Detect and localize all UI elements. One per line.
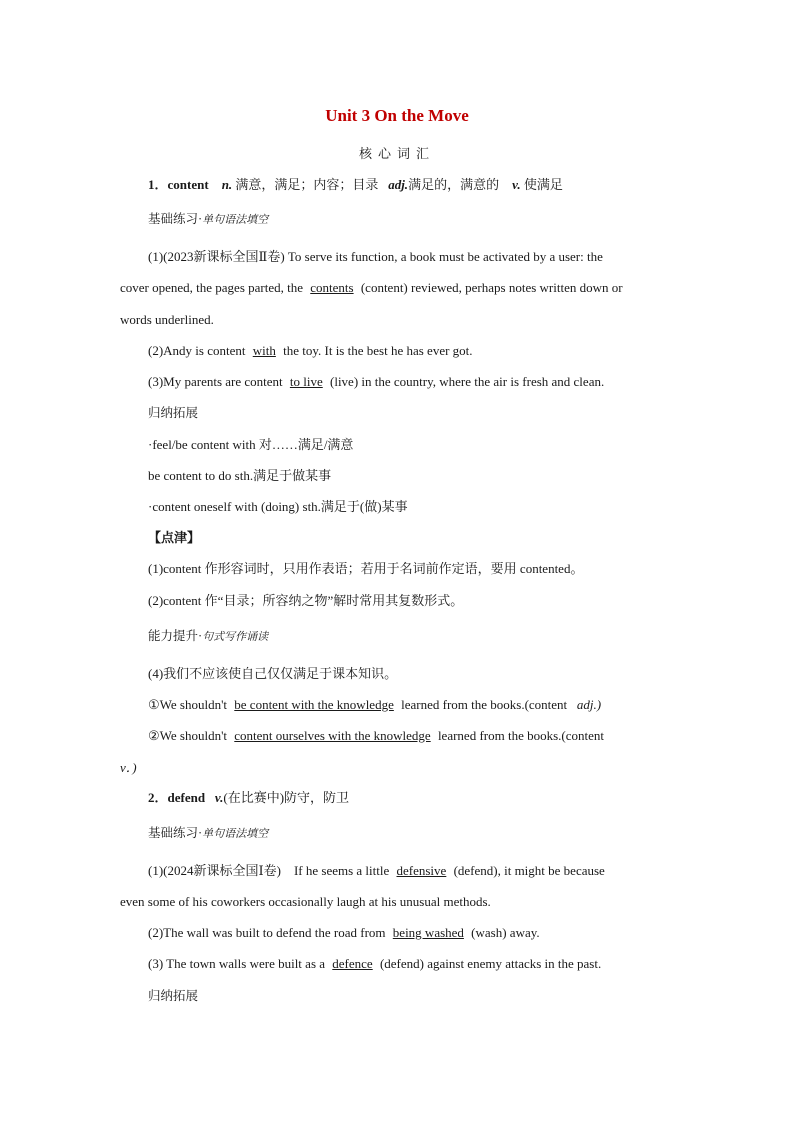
- exercise-2: [148, 341, 704, 361]
- answer-blank: be content with the knowledge: [234, 697, 394, 712]
- tip-1: (1)content 作形容词时，只用作表语；若用于名词前作定语，要用 contented。: [148, 561, 584, 576]
- exercise-4a: [148, 695, 704, 715]
- label-text: 基础练习·: [148, 212, 203, 226]
- basic-practice-label: [148, 209, 704, 230]
- exercise-1-line-3: words underlined.: [120, 312, 214, 327]
- exercise-2-1-line-1: [148, 861, 704, 881]
- pos-noun: n.: [221, 177, 233, 192]
- pos-verb: v.: [512, 177, 521, 192]
- entry-1-headword: [148, 175, 704, 195]
- text: (wash) away.: [471, 925, 540, 940]
- tip-label: 【点津】: [148, 530, 201, 545]
- text: (live) in the country, where the air is fresh and clean.: [330, 374, 605, 389]
- answer-blank: with: [252, 343, 276, 358]
- text: (3) The town walls were built as a: [148, 956, 326, 971]
- text: (2)The wall was built to defend the road from: [148, 925, 386, 940]
- text: the toy. It is the best he has ever got.: [283, 343, 473, 358]
- entry-number: 1．: [148, 177, 168, 192]
- label-text: 能力提升·: [148, 629, 203, 643]
- definition-adj: 满足的，满意的: [408, 177, 500, 192]
- summary-label-2: 归纳拓展: [148, 989, 199, 1003]
- answer-blank: contents: [310, 280, 354, 295]
- exercise-2-2: [148, 923, 704, 943]
- text: (content) reviewed, perhaps notes written down or: [360, 280, 623, 295]
- summary-item-1: ·feel/be content with 对……满足/满意: [148, 437, 354, 452]
- summary-item-3: ·content oneself with (doing) sth.满足于(做)某事: [148, 499, 408, 514]
- label-text: 基础练习·: [148, 826, 203, 840]
- headword: defend: [167, 790, 206, 805]
- label-hint: 单句语法填空: [202, 827, 269, 840]
- answer-blank: defence: [332, 956, 373, 971]
- exercise-3: [148, 372, 704, 392]
- exercise-4-prompt: (4)我们不应该使自己仅仅满足于课本知识。: [148, 666, 398, 681]
- page-title: Unit 3 On the Move: [325, 106, 469, 125]
- entry-number: 2．: [148, 790, 168, 805]
- exercise-1-line-2: [120, 278, 676, 298]
- label-hint: 句式写作诵读: [202, 630, 269, 643]
- text: (defend) against enemy attacks in the past.: [379, 956, 602, 971]
- summary-label: 归纳拓展: [148, 406, 199, 420]
- exercise-4b: [148, 726, 704, 746]
- text: learned from the books.(content: [437, 728, 604, 743]
- text: (2)Andy is content: [148, 343, 246, 358]
- definition-noun: 满意，满足；内容；目录: [235, 177, 379, 192]
- text: ①We shouldn't: [148, 697, 228, 712]
- text: (defend), it might be because: [453, 863, 605, 878]
- exercise-2-1-line-2: even some of his coworkers occasionally laugh at his unusual methods.: [120, 894, 491, 909]
- text: ②We shouldn't: [148, 728, 228, 743]
- text: learned from the books.(content: [401, 697, 568, 712]
- pos-verb: v.: [214, 790, 224, 805]
- definition-verb: 使满足: [523, 177, 563, 192]
- advanced-practice-label: [148, 626, 704, 647]
- answer-blank: defensive: [396, 863, 447, 878]
- text: (3)My parents are content: [148, 374, 283, 389]
- exercise-1-line-1: (1)(2023新课标全国Ⅱ卷) To serve its function, a book must be activated by a user: the: [148, 249, 603, 264]
- exercise-4b-tail: v．): [120, 760, 137, 775]
- summary-item-2: be content to do sth.满足于做某事: [148, 468, 332, 483]
- section-heading: 核心词汇: [358, 146, 435, 161]
- exercise-2-3: [148, 954, 704, 974]
- basic-practice-label-2: [148, 823, 704, 844]
- text: cover opened, the pages parted, the: [120, 280, 304, 295]
- pos-adj: adj.: [388, 177, 409, 192]
- text: (1)(2024新课标全国Ⅰ卷) If he seems a little: [148, 863, 390, 878]
- answer-blank: to live: [289, 374, 323, 389]
- pos-hint: adj.): [576, 697, 602, 712]
- answer-blank: content ourselves with the knowledge: [234, 728, 431, 743]
- definition-verb: (在比赛中)防守，防卫: [223, 790, 350, 805]
- headword: content: [167, 177, 209, 192]
- tip-2: (2)content 作“目录；所容纳之物”解时常用其复数形式。: [148, 593, 464, 608]
- entry-2-headword: [148, 788, 704, 808]
- answer-blank: being washed: [392, 925, 464, 940]
- label-hint: 单句语法填空: [202, 213, 269, 226]
